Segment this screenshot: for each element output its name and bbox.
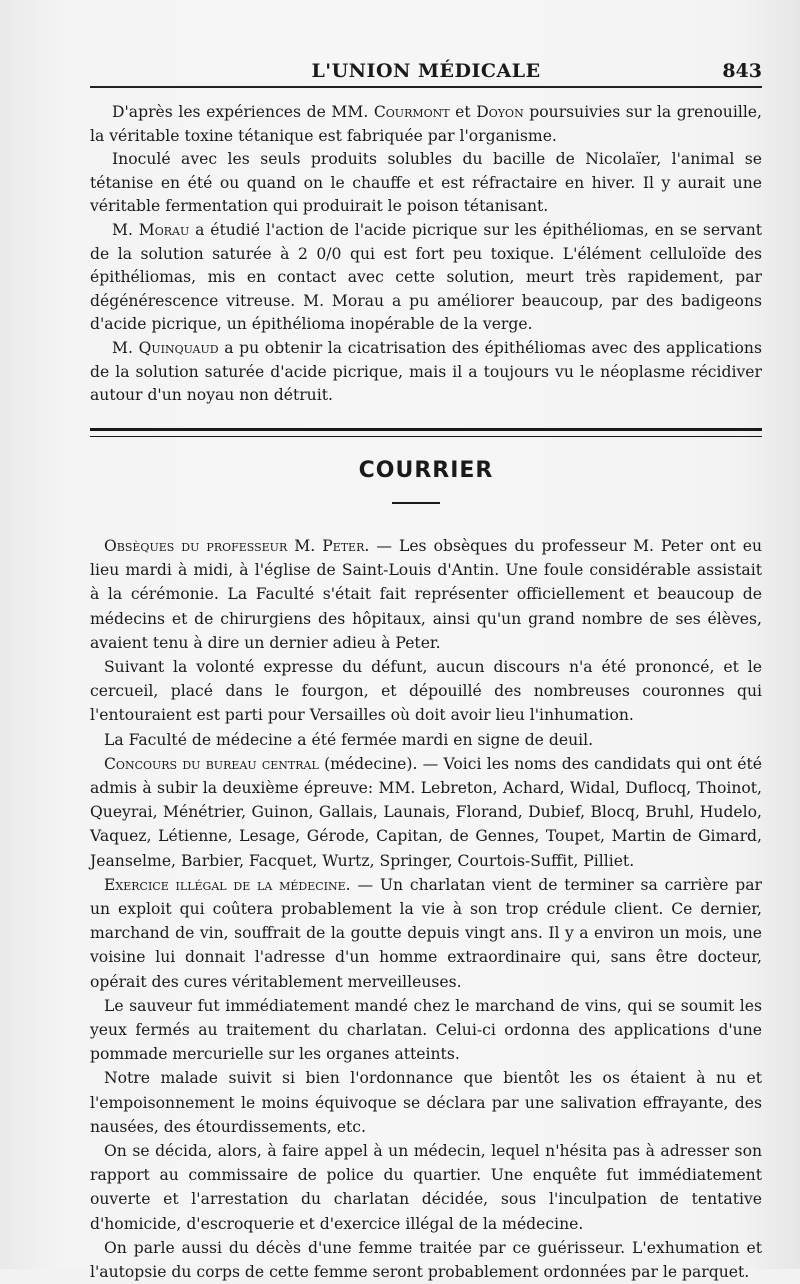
author-name: Morau bbox=[138, 220, 190, 239]
news-heading: Obsèques du professeur M. Peter. bbox=[104, 537, 370, 555]
news-heading: Concours du bureau central bbox=[104, 754, 319, 773]
running-title: L'UNION MÉDICALE bbox=[311, 60, 541, 82]
paragraph-poisoning: Notre malade suivit si bien l'ordonnance que bientôt les os étaient à nu et l'empoisonnement le moins équivoque se déclara par une salivation effrayante, des nausées, des étourdissements, etc. bbox=[90, 1069, 762, 1136]
courrier-section bbox=[90, 534, 762, 1284]
paragraph-treatment: Le sauveur fut immédiatement mandé chez le marchand de vins, qui se soumit les yeux fermés au traitement du charlatan. Celui-ci ordonna des applications d'une pommade mercurielle sur les organes atteints. bbox=[90, 996, 762, 1064]
paragraph-exhumation: On parle aussi du décès d'une femme traitée par ce guérisseur. L'exhumation et l'autopsie du corps de cette femme seront probablement ordonnées par le parquet. bbox=[90, 1238, 762, 1282]
news-heading: Exercice illégal de la médecine. bbox=[104, 875, 351, 894]
society-report-section bbox=[90, 101, 762, 408]
paragraph-exercice-illegal: Exercice illégal de la médecine. — Un charlatan vient de terminer sa carrière par un exploit qui coûtera probablement la vie à son trop crédule client. Ce dernier, marchand de vin, souffrait de la goutte depuis vingt ans. Il y a environ un mois, une voisine lui donnait l'adresse d'un homme extraordinaire qui, sans être docteur, opérait des cures véritablement merveilleuses. bbox=[90, 875, 762, 991]
heading-rule bbox=[392, 502, 440, 504]
author-name: Quinquaud bbox=[138, 338, 219, 357]
page-number: 843 bbox=[722, 60, 762, 82]
paragraph-courmont-doyon: D'après les expériences de MM. Courmont et Doyon poursuivies sur la grenouille, la véritable toxine tétanique est fabriquée par l'organisme. bbox=[90, 103, 762, 145]
author-name: Doyon bbox=[476, 103, 524, 121]
paragraph-nicolaier-bacillus: Inoculé avec les seuls produits solubles du bacille de Nicolaïer, l'animal se tétanise en été ou quand on le chauffe et est réfractaire en hiver. Il y aurait une véritable fermentation qui produirait le poison tétanisant. bbox=[90, 150, 762, 216]
paragraph-morau: M. Morau a étudié l'action de l'acide picrique sur les épithéliomas, en se servant de la solution saturée à 2 0/0 qui est fort peu toxique. L'élément celluloïde des épithéliomas, mis en contact avec cette solution, meurt très rapidement, par dégénérescence vitreuse. M. Morau a pu améliorer beaucoup, par des badigeons d'acide picrique, un épithélioma inopérable de la verge. bbox=[90, 220, 762, 334]
paragraph-obseques: Obsèques du professeur M. Peter. — Les obsèques du professeur M. Peter ont eu lieu mardi à midi, à l'église de Saint-Louis d'Antin. Une foule considérable assistait à la cérémonie. La Faculté s'était fait représenter officiellement et beaucoup de médecins et de chirurgiens des hôpitaux, ainsi qu'un grand nombre de ses élèves, avaient tenu à dire un dernier adieu à Peter. bbox=[90, 537, 762, 652]
author-name: Courmont bbox=[373, 103, 450, 121]
paragraph-arrest: On se décida, alors, à faire appel à un médecin, lequel n'hésita pas à adresser son rapport au commissaire de police du quartier. Une enquête fut immédiatement ouverte et l'arrestation du charlatan décidée, sous l'inculpation de tentative d'homicide, d'escroquerie et d'exercice illégal de la médecine. bbox=[90, 1142, 762, 1233]
paragraph-faculty-closed: La Faculté de médecine a été fermée mardi en signe de deuil. bbox=[104, 730, 594, 749]
page-header bbox=[90, 52, 762, 88]
courrier-heading: COURRIER bbox=[358, 458, 494, 483]
section-divider bbox=[90, 428, 762, 437]
paragraph-funeral-details: Suivant la volonté expresse du défunt, aucun discours n'a été prononcé, et le cercueil, placé dans le fourgon, et dépouillé des nombreuses couronnes qui l'entouraient est parti pour Versailles où doit avoir lieu l'inhumation. bbox=[90, 658, 762, 725]
paragraph-quinquaud: M. Quinquaud a pu obtenir la cicatrisation des épithéliomas avec des applications de la solution saturée d'acide picrique, mais il a toujours vu le néoplasme récidiver autour d'un noyau non détruit. bbox=[90, 338, 762, 405]
paragraph-concours: Concours du bureau central (médecine). — Voici les noms des candidats qui ont été admis à subir la deuxième épreuve: MM. Lebreton, Achard, Widal, Duflocq, Thoinot, Queyrai, Ménétrier, Guinon, Gallais, Launais, Florand, Dubief, Blocq, Bruhl, Hudelo, Vaquez, Létienne, Lesage, Gérode, Capitan, de Gennes, Toupet, Martin de Gimard, Jeanselme, Barbier, Facquet, Wurtz, Springer, Courtois-Suffit, Pilliet. bbox=[90, 754, 762, 870]
